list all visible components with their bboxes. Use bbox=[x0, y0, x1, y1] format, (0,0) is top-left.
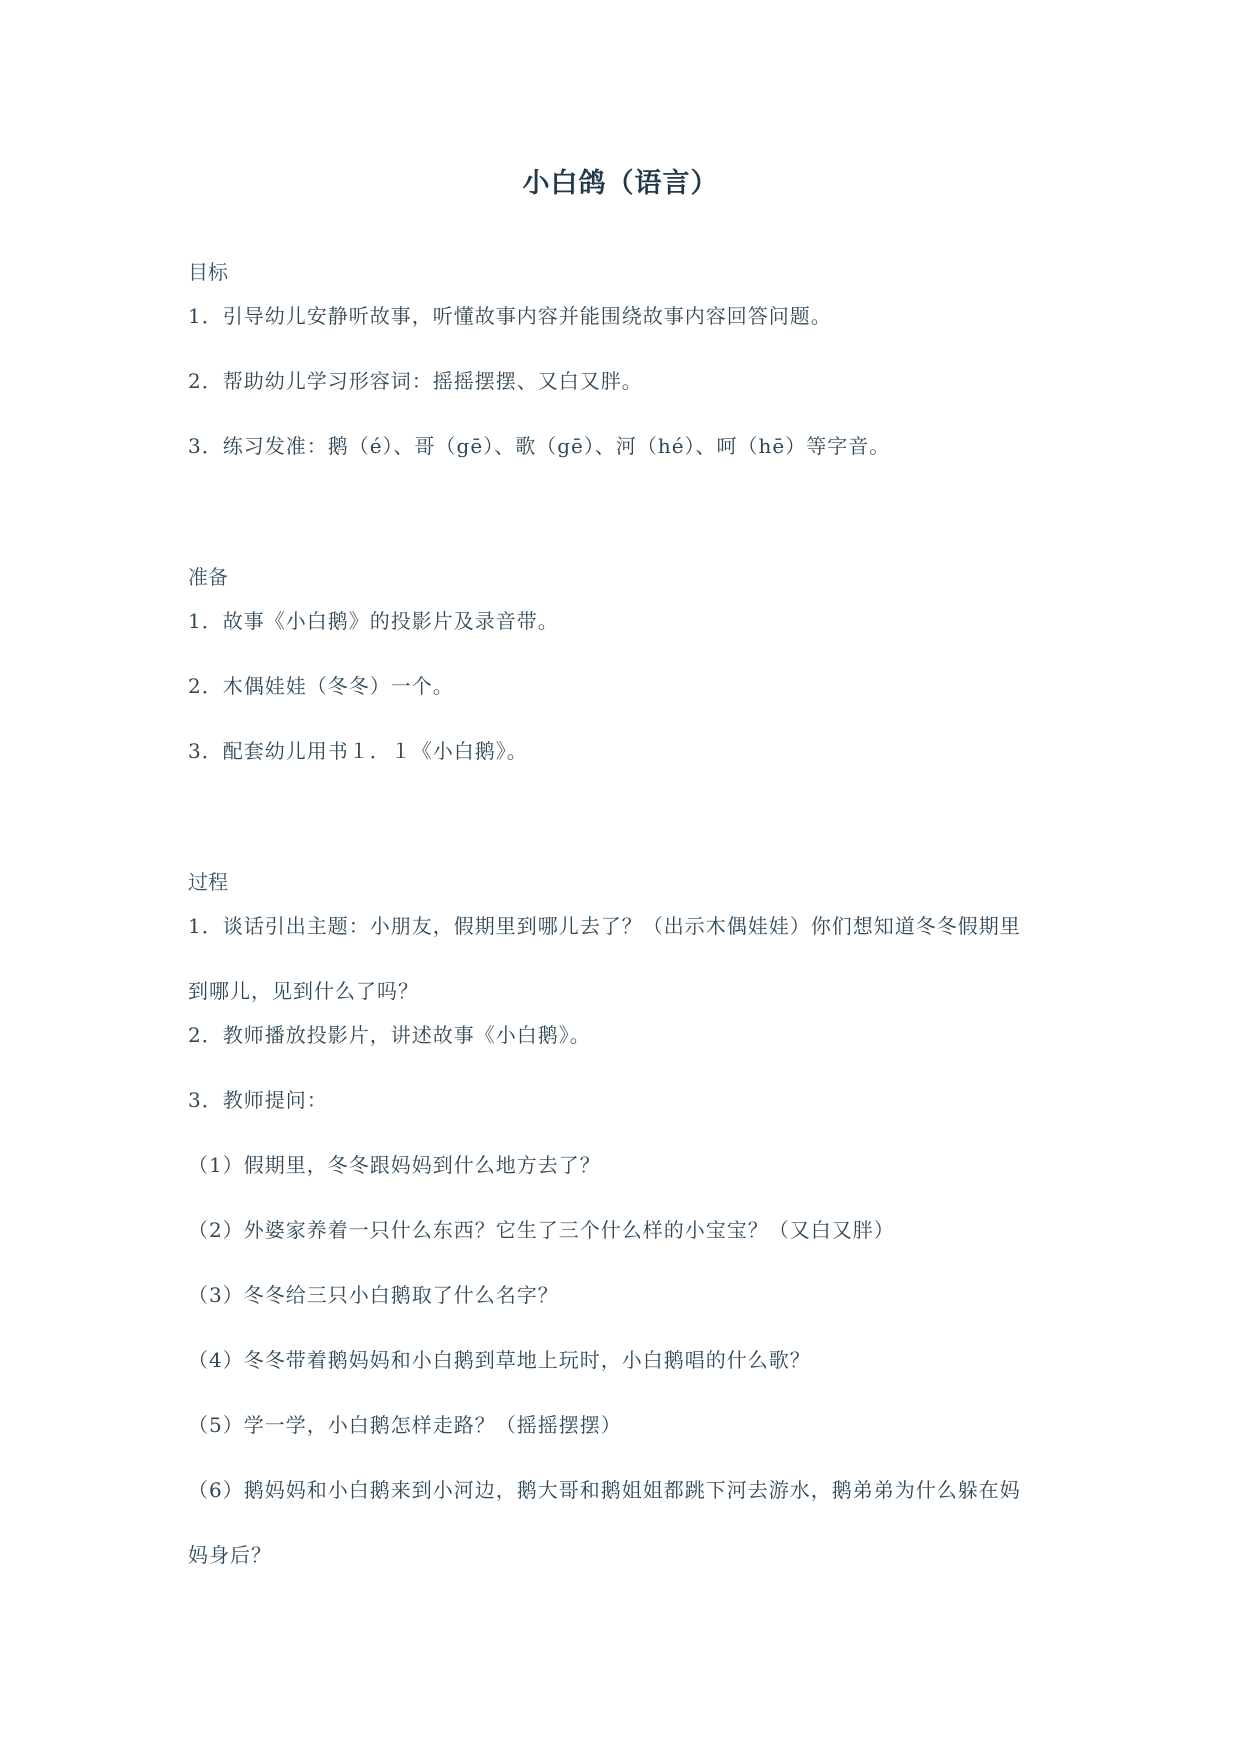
document-title: 小白鸽（语言） bbox=[522, 168, 719, 199]
process-item-3: 3．教师提问： bbox=[188, 1088, 328, 1112]
process-item-2: 2．教师播放投影片，讲述故事《小白鹅》。 bbox=[188, 1023, 591, 1047]
question-6-continued: 妈身后？ bbox=[188, 1543, 272, 1567]
goal-item-3: 3．练习发准：鹅（é）、哥（gē）、歌（gē）、河（hé）、呵（hē）等字音。 bbox=[188, 434, 891, 458]
section-heading-goals: 目标 bbox=[188, 260, 228, 284]
goal-item-1: 1．引导幼儿安静听故事，听懂故事内容并能围绕故事内容回答问题。 bbox=[188, 304, 832, 328]
preparation-item-1: 1．故事《小白鹅》的投影片及录音带。 bbox=[188, 609, 559, 633]
question-4: （4）冬冬带着鹅妈妈和小白鹅到草地上玩时，小白鹅唱的什么歌？ bbox=[188, 1348, 811, 1372]
question-3: （3）冬冬给三只小白鹅取了什么名字？ bbox=[188, 1283, 559, 1307]
preparation-item-2: 2．木偶娃娃（冬冬）一个。 bbox=[188, 674, 454, 698]
question-5: （5）学一学，小白鹅怎样走路？（摇摇摆摆） bbox=[188, 1413, 622, 1437]
process-item-1: 1．谈话引出主题：小朋友，假期里到哪儿去了？（出示木偶娃娃）你们想知道冬冬假期里 bbox=[188, 914, 1021, 938]
question-2: （2）外婆家养着一只什么东西？它生了三个什么样的小宝宝？（又白又胖） bbox=[188, 1218, 895, 1242]
preparation-item-3: 3．配套幼儿用书１．１《小白鹅》。 bbox=[188, 739, 528, 763]
question-6: （6）鹅妈妈和小白鹅来到小河边，鹅大哥和鹅姐姐都跳下河去游水，鹅弟弟为什么躲在妈 bbox=[188, 1478, 1021, 1502]
question-1: （1）假期里，冬冬跟妈妈到什么地方去了？ bbox=[188, 1153, 601, 1177]
goal-item-2: 2．帮助幼儿学习形容词：摇摇摆摆、又白又胖。 bbox=[188, 369, 643, 393]
section-heading-process: 过程 bbox=[188, 870, 228, 894]
section-heading-preparation: 准备 bbox=[188, 565, 228, 589]
process-item-1-continued: 到哪儿，见到什么了吗？ bbox=[188, 979, 419, 1003]
